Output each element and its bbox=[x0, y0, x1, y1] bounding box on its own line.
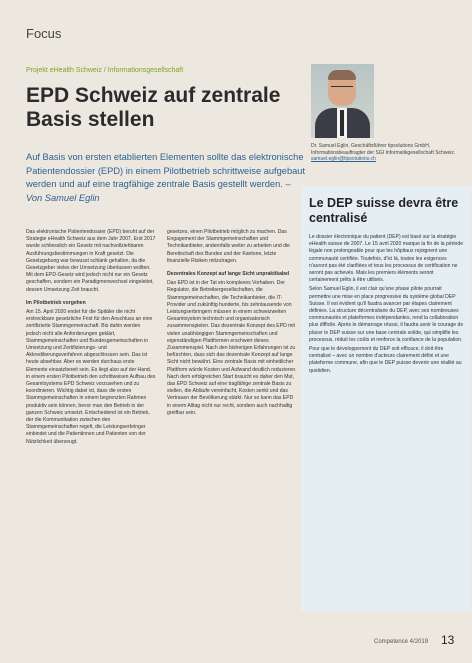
caption-text: Dr. Samuel Eglin, Geschäftsführer tipsolutions GmbH, Informationsbeauftragter der SGI Informatikgesellschaft Schweiz. bbox=[311, 143, 456, 156]
paragraph: Selon Samuel Eglin, il est clair qu'une phase pilote pourrait permettre une mise en place progressive du système global DEP Suisse. Il est évident qu'il faudra avancer par étapes clairement définies. La structure décentralisée du DEP, avec ses nombreuses communautés et plateformes indépendantes, rend la collaboration plus difficile. Après le démarrage réussi, il faudra avoir le courage de placer le DEP suisse sur une base centrale solide, qui simplifie les processus, réduit les coûts et renforce la confiance de la population. bbox=[309, 286, 464, 343]
article-column-2 bbox=[167, 229, 297, 419]
author-byline: Von Samuel Eglin bbox=[26, 192, 100, 203]
subheading: Im Pilotbetrieb vorgehen bbox=[26, 299, 86, 306]
photo-caption bbox=[311, 143, 461, 163]
magazine-name: Competence 4/2019 bbox=[374, 639, 429, 645]
paragraph: Das elektronische Patientendossier (EPD) beruht auf der Strategie eHealth Schweiz aus dem Jahr 2007. Erst 2017 wurde schliesslich ein Gesetz mit nachvollziehbaren Ausführungsbestimmungen in Kraft gesetzt. Die Gesetzgebung war bewusst schlank gehalten, da die Gesetzgeber vieles der Umsetzung überlassen wollten. Mit dem EPD-Gesetz wird jedoch nicht nur ein Gesetz geschaffen, sondern ein Paradigmenwechsel eingeleitet, dessen Umsetzung Zeit braucht. bbox=[26, 229, 156, 293]
paragraph: gesetzes, einen Pilotbetrieb möglich zu machen. Das Engagement der Stammgemeinschaften und Technikanbieter, andernfalls weiter zu arbeiten und die Bereitschaft des Bundes und der Kantone, letzte finanzielle Risiken mitzutragen. bbox=[167, 229, 290, 264]
article-title: EPD Schweiz auf zentrale Basis stellen bbox=[26, 84, 281, 131]
lead-text: Auf Basis von ersten etablierten Elementen sollte das elektronische Patientendossier (EPD) in einem Pilotbetrieb schrittweise aufgebaut werden und auf eine tragfähige zentrale Basis gestellt werden. – bbox=[26, 152, 306, 189]
paragraph: Das EPD ist in der Tat ein komplexes Vorhaben. Der Regulator, die Betreibergesellschaften, die Stammgemeinschaften, die Technikanbieter, die IT-Provider und zukünftig hunderte, bis zehntausende von Leistungserbringern müssen in einem schweizweiten Gesamtsystem technisch und organisatorisch zusammenspielen. Das dezentrale Konzept des EPD mit vielen unabhängigen Stammgemeinschaften und eigenständigen Plattformen erschwert dieses Zusammenspiel. Nach den bisherigen Erfahrungen ist zu befürchten, dass sich das dezentrale Konzept auf lange Sicht nicht bewährt. Eine zentrale Basis mit einheitlicher Plattform würde Kosten und Aufwand deutlich reduzieren. Nach dem erfolgreichen Start braucht es daher den Mut, das EPD Schweiz auf eine tragfähige zentrale Basis zu stellen, die Abläufe vereinfacht, Kosten senkt und das Vertrauen der Bevölkerung stärkt. Nur so kann das EPD in einem Alltag nicht nur recht, sondern auch nachhaltig greifbar sein. bbox=[167, 280, 297, 416]
article-kicker: Projekt eHealth Schweiz / Informationsgesellschaft bbox=[26, 67, 184, 74]
article-lead bbox=[26, 151, 306, 205]
french-summary-text bbox=[309, 234, 464, 377]
article-column-1 bbox=[26, 229, 156, 448]
paragraph: Le dossier électronique du patient (DEP) est basé sur la stratégie eHealth suisse de 2007. Le 15 avril 2020 marque la fin de la période légale non prolongeable pour que les hôpitaux rejoignent une communauté certifiée. Toutefois, d'ici là, toutes les exigences n'auront pas été clarifiées et tous les processus de certification ne seront pas achevés. Mais les premiers éléments seront certainement prêts à être utilisés. bbox=[309, 234, 464, 284]
author-photo bbox=[311, 64, 374, 138]
subheading: Dezentrales Konzept auf lange Sicht unpraktikabel bbox=[167, 271, 290, 278]
author-email-link[interactable]: samuel.eglin@tipsolutions.ch bbox=[311, 156, 376, 162]
paragraph: Pour que le développement du DEP soit efficace, il doit être centralisé – avec un nombre d'acteurs clairement défini et une plateforme commune, afin que le DEP puisse devenir une réalité au quotidien. bbox=[309, 346, 462, 374]
french-summary-box bbox=[301, 186, 471, 612]
section-label: Focus bbox=[26, 26, 62, 41]
paragraph: Am 15. April 2020 endet für die Spitäler die nicht erstreckbare gesetzliche Frist für den Anschluss an eine zertifizierte Stammgemeinschaft. Bis dahin werden jedoch nicht alle Anforderungen geklärt, Stammgemeinschaften und Bundesgemeinschaften in Umsetzung und Zertifizierungs- und Akkreditierungsverfahren abgeschlossen sein. Das ist heute absehbar. Aber es werden durchaus erste Elemente einsatzbereit sein. Es liegt also auf der Hand, in einem ersten Pilotbetrieb den schrittweisen Aufbau des Gesamtsystems EPD Schweiz vorzusehen und zu koordinieren. Wichtig dabei ist, dass die ersten Stammgemeinschaften in einem begrenzten Rahmen produktiv sein können, bevor man den Betrieb in der ganzen Schweiz umsetzt. Entscheidend ist ein Betrieb, der die Kommunikation zwischen den Stammgemeinschaften regelt, die Leistungserbringer einbindet und die Patientinnen und Patienten von der Nützlichkeit überzeugt. bbox=[26, 309, 156, 445]
french-summary-title: Le DEP suisse devra être centralisé bbox=[309, 196, 459, 225]
page-number: 13 bbox=[441, 633, 455, 647]
